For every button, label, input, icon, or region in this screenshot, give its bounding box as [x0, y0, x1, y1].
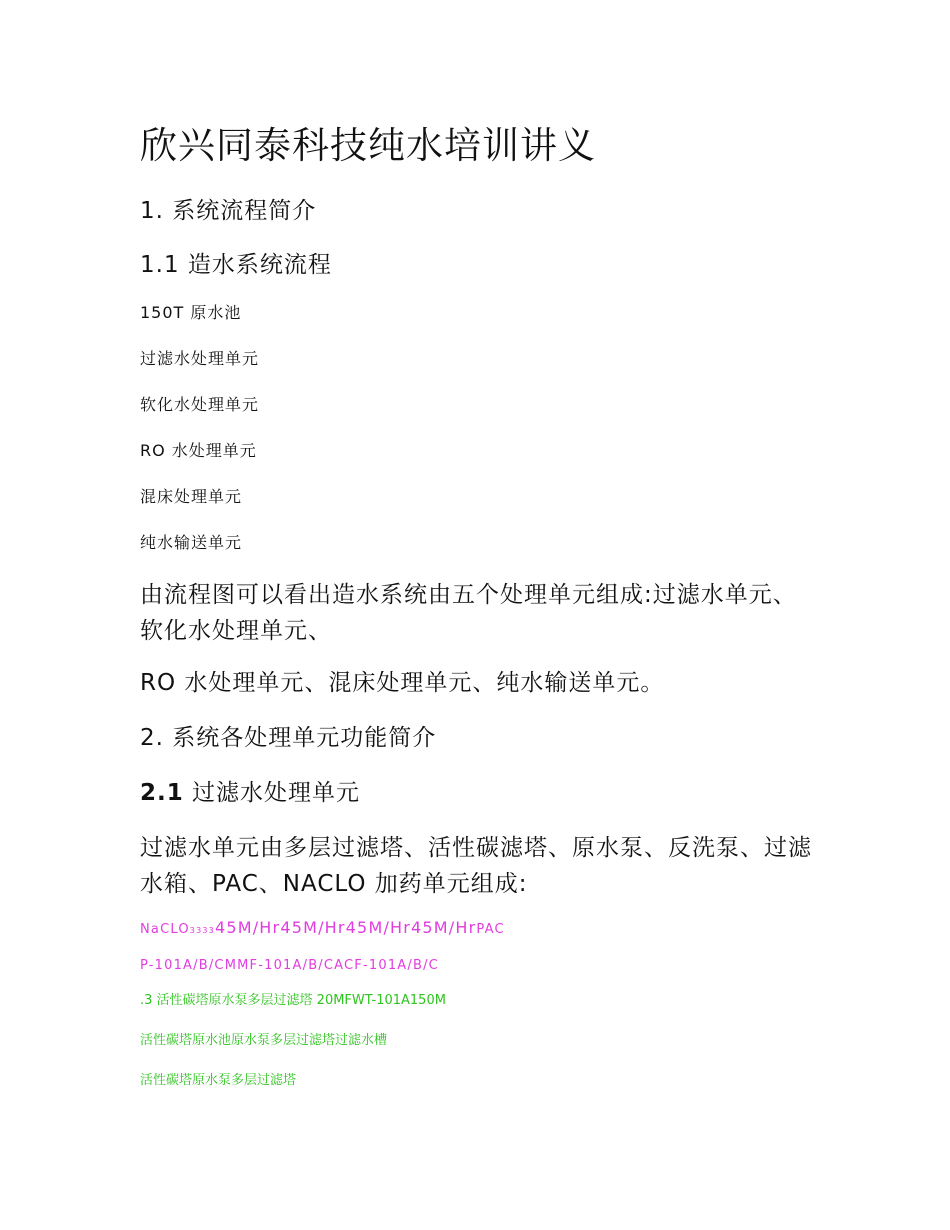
section-1-1-heading: 1.1 造水系统流程 — [140, 252, 332, 278]
diagram-label-magenta-2: P-101A/B/CMMF-101A/B/CACF-101A/B/C — [140, 958, 439, 973]
diagram-label-magenta-1 — [140, 918, 505, 938]
naclo-label: NaCLO — [140, 922, 190, 937]
section-2-1-heading — [140, 780, 360, 808]
flow-step-filter-unit: 过滤水处理单元 — [140, 349, 260, 368]
section-1-heading: 1. 系统流程简介 — [140, 198, 317, 224]
section-2-1-number: 2.1 — [140, 780, 184, 806]
diagram-label-green-1: .3 活性碳塔原水泵多层过滤塔 20MFWT-101A150M — [140, 993, 446, 1008]
diagram-number-label: 3333 — [189, 926, 215, 935]
flow-step-raw-water-pool: 150T 原水池 — [140, 303, 242, 322]
diagram-label-green-3: 活性碳塔原水泵多层过滤塔 — [140, 1073, 297, 1088]
section-2-heading: 2. 系统各处理单元功能简介 — [140, 725, 437, 751]
flow-rate-labels: 45M/Hr45M/Hr45M/Hr45M/Hr — [214, 918, 477, 937]
document-title: 欣兴同泰科技纯水培训讲义 — [140, 124, 596, 167]
flow-step-mixed-bed-unit: 混床处理单元 — [140, 487, 243, 506]
summary-paragraph: 由流程图可以看出造水系统由五个处理单元组成:过滤水单元、软化水处理单元、 — [140, 582, 797, 644]
flow-step-softening-unit: 软化水处理单元 — [140, 395, 260, 414]
pac-label: PAC — [476, 922, 505, 937]
flow-step-ro-unit: RO 水处理单元 — [140, 441, 257, 460]
filter-unit-paragraph: 过滤水单元由多层过滤塔、活性碳滤塔、原水泵、反洗泵、过滤水箱、PAC、NACLO 加药单元组成: — [140, 835, 812, 897]
diagram-label-green-2: 活性碳塔原水池原水泵多层过滤塔过滤水槽 — [140, 1033, 388, 1048]
summary-paragraph-continued: RO 水处理单元、混床处理单元、纯水输送单元。 — [140, 670, 665, 696]
section-2-1-title: 过滤水处理单元 — [183, 780, 361, 806]
flow-step-pure-water-delivery: 纯水输送单元 — [140, 533, 243, 552]
